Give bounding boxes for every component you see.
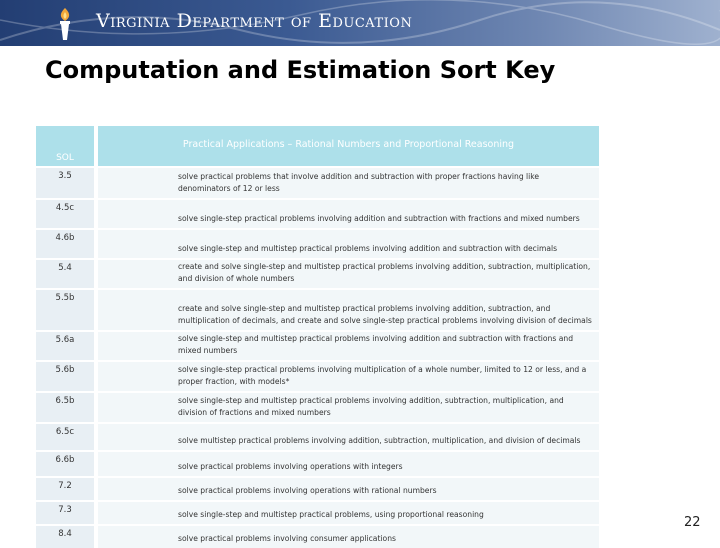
row-sol: 6.6b — [36, 452, 98, 476]
row-description: solve practical problems involving consumer applications — [98, 526, 599, 548]
row-sol: 4.6b — [36, 230, 98, 258]
row-description: solve practical problems involving operations with rational numbers — [98, 478, 599, 500]
page-title: Computation and Estimation Sort Key — [45, 56, 556, 84]
row-sol: 6.5b — [36, 393, 98, 422]
row-sol: 5.5b — [36, 290, 98, 330]
table-row — [36, 258, 599, 288]
table-row — [36, 476, 599, 500]
row-description: solve single-step practical problems involving multiplication of a whole number, limited to 12 or less, and a proper fraction, with models* — [98, 362, 599, 391]
row-description: solve single-step and multistep practical problems involving addition, subtraction, multiplication, and division of fractions and mixed numbers — [98, 393, 599, 422]
table-row — [36, 166, 599, 198]
row-description: solve single-step and multistep practical problems, using proportional reasoning — [98, 502, 599, 524]
table-row — [36, 198, 599, 228]
row-sol: 5.6b — [36, 362, 98, 391]
row-description: solve practical problems that involve addition and subtraction with proper fractions having like denominators of 12 or less — [98, 168, 599, 198]
row-sol: 5.4 — [36, 260, 98, 288]
row-description: solve single-step practical problems involving addition and subtraction with fractions and mixed numbers — [98, 200, 599, 228]
table-row — [36, 228, 599, 258]
row-description: solve practical problems involving operations with integers — [98, 452, 599, 476]
row-sol: 7.3 — [36, 502, 98, 524]
table-row — [36, 450, 599, 476]
row-description: create and solve single-step and multistep practical problems involving addition, subtraction, and multiplication of decimals, and create and solve single-step practical problems involving division of decimals — [98, 290, 599, 330]
row-sol: 7.2 — [36, 478, 98, 500]
table-row — [36, 391, 599, 422]
table-row — [36, 330, 599, 360]
sort-key-table — [36, 126, 599, 548]
table-header — [36, 126, 599, 166]
row-sol: 6.5c — [36, 424, 98, 450]
row-sol: 4.5c — [36, 200, 98, 228]
row-description: create and solve single-step and multistep practical problems involving addition, subtraction, multiplication, and division of whole numbers — [98, 260, 599, 288]
torch-logo-icon — [52, 6, 78, 42]
row-description: solve multistep practical problems involving addition, subtraction, multiplication, and division of decimals — [98, 424, 599, 450]
banner-title: Virginia Department of Education — [96, 10, 413, 32]
row-sol: 8.4 — [36, 526, 98, 548]
row-sol: 5.6a — [36, 332, 98, 360]
table-row — [36, 500, 599, 524]
header-banner — [0, 0, 720, 46]
table-row — [36, 524, 599, 548]
header-sol: SOL — [36, 126, 98, 166]
page-number: 22 — [684, 515, 701, 530]
header-category: Practical Applications – Rational Numbers and Proportional Reasoning — [182, 138, 515, 150]
row-description: solve single-step and multistep practical problems involving addition and subtraction with fractions and mixed numbers — [98, 332, 599, 360]
table-row — [36, 422, 599, 450]
row-description: solve single-step and multistep practical problems involving addition and subtraction with decimals — [98, 230, 599, 258]
table-row — [36, 360, 599, 391]
row-sol: 3.5 — [36, 168, 98, 198]
table-row — [36, 288, 599, 330]
